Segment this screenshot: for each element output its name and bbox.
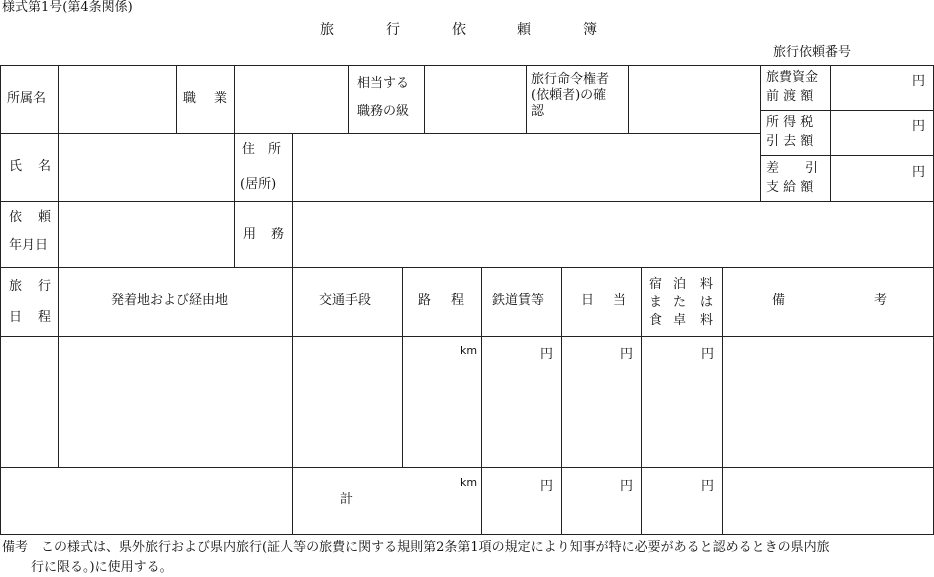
affiliation-label: 所属名 bbox=[7, 91, 47, 106]
distance-unit: km bbox=[460, 344, 478, 357]
tax-yen-unit: 円 bbox=[912, 119, 926, 134]
total-daily-unit: 円 bbox=[620, 479, 634, 494]
total-label: 計 bbox=[340, 492, 354, 507]
transport-header: 交通手段 bbox=[319, 293, 372, 308]
advance-yen-unit: 円 bbox=[912, 74, 926, 89]
lodging-unit: 円 bbox=[701, 347, 715, 362]
document-page: 様式第1号(第4条関係) 旅 行 依 頼 簿 旅行依頼番号 所属名 職 業 相当する 職務の級 旅行命令権者 (依頼者)の確 認 旅費資金 前 渡 額 円 所 得 税 引 去 額 円 差 引 支 給 額 円 氏 名 住 所 (居所) 依 頼 年月日 用 務 旅 行 日 程 発着地および経由地 交通手段 路 程 鉄道賃等 日 当 宿 泊 料 ま た は 食 卓 料 備 考 km 円 円 円 計 km 円 円 円 備考 この様式は、県外旅行および県内旅行(証人等の旅費に関する規則第2条第1項の規定により知事が特に必要があると認めるときの県内旅 行に限る。)に使用する。 bbox=[0, 0, 934, 577]
total-rail-fare-unit: 円 bbox=[540, 479, 554, 494]
total-lodging-unit: 円 bbox=[701, 479, 715, 494]
rail-fare-header: 鉄道賃等 bbox=[492, 293, 545, 308]
form-number: 様式第1号(第4条関係) bbox=[2, 0, 133, 15]
request-number-label: 旅行依頼番号 bbox=[773, 45, 852, 60]
rail-fare-unit: 円 bbox=[540, 347, 554, 362]
daily-unit: 円 bbox=[620, 347, 634, 362]
total-distance-unit: km bbox=[460, 476, 478, 489]
net-yen-unit: 円 bbox=[912, 165, 926, 180]
route-header: 発着地および経由地 bbox=[111, 293, 229, 308]
